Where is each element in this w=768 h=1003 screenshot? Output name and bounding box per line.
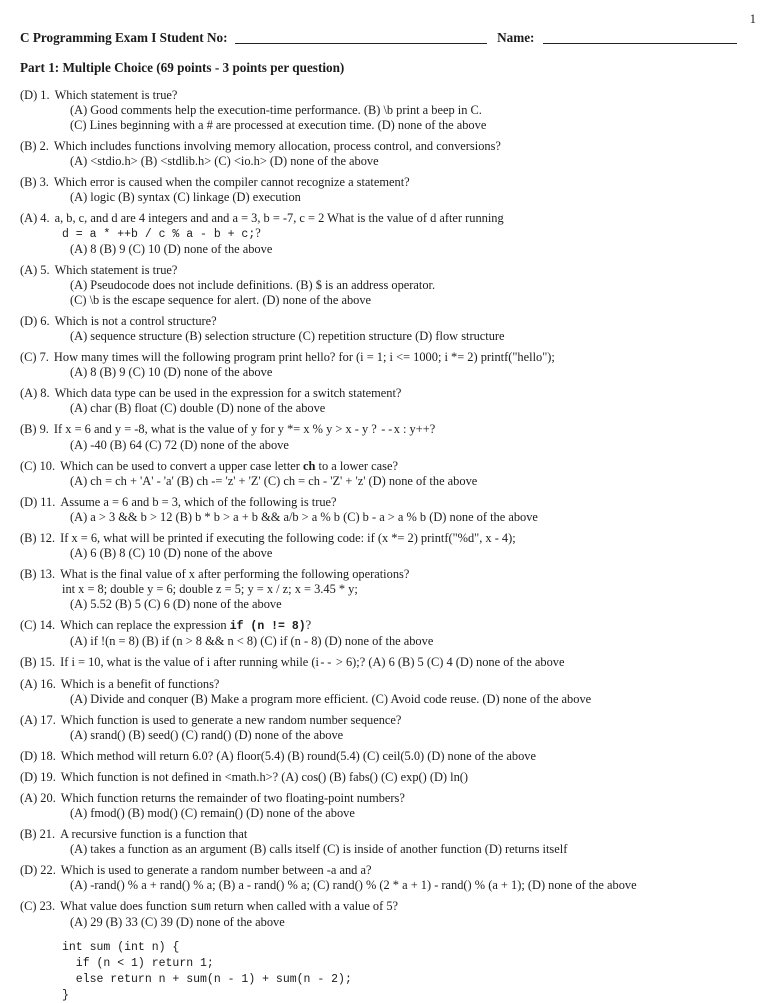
question-line — [20, 567, 737, 582]
question-line — [20, 263, 737, 278]
text-segment: -- — [379, 424, 394, 438]
text-segment: Which is not a control structure? — [54, 314, 217, 329]
text-segment: sum — [190, 901, 211, 915]
question-line — [20, 386, 737, 401]
answer-key: (B) 15. — [20, 655, 56, 670]
options-line — [70, 806, 737, 821]
options-line — [70, 293, 737, 308]
answer-key: (B) 21. — [20, 827, 56, 842]
question — [20, 263, 737, 308]
text-segment: Which data type can be used in the expression for a switch statement? — [54, 386, 402, 401]
text-segment: x : y++? — [393, 422, 436, 437]
question-line — [20, 655, 737, 671]
question — [20, 350, 737, 380]
question — [20, 211, 737, 257]
text-segment: (A) fmod() (B) mod() (C) remain() (D) none of the above — [70, 806, 355, 821]
text-segment: What value does function — [60, 899, 191, 914]
question-line — [20, 175, 737, 190]
options-line — [70, 546, 737, 561]
name-blank — [543, 30, 737, 44]
question-line — [20, 863, 737, 878]
text-segment: (A) Pseudocode does not include definitions. (B) $ is an address operator. — [70, 278, 436, 293]
question-line — [20, 88, 737, 103]
text-segment: Which statement is true? — [54, 263, 178, 278]
question-line — [20, 677, 737, 692]
text-segment: Which function is not defined in <math.h>? (A) cos() (B) fabs() (C) exp() (D) ln() — [60, 770, 469, 785]
answer-key: (D) 18. — [20, 749, 56, 764]
options-line — [70, 103, 737, 118]
text-segment: d = a * ++b / c % a - b + c; — [62, 228, 256, 242]
text-segment: Which function returns the remainder of two floating-point numbers? — [60, 791, 405, 806]
text-segment: > 6);? (A) 6 (B) 5 (C) 4 (D) none of the above — [332, 655, 565, 670]
question-line — [20, 531, 737, 546]
text-segment: Which error is caused when the compiler cannot recognize a statement? — [53, 175, 410, 190]
question-line — [20, 350, 737, 365]
question — [20, 791, 737, 821]
options-line — [70, 154, 737, 169]
options-line — [70, 365, 737, 380]
text-segment: (C) \b is the escape sequence for alert. (D) none of the above — [70, 293, 372, 308]
answer-key: (A) 8. — [20, 386, 50, 401]
text-segment: (A) <stdio.h> (B) <stdlib.h> (C) <io.h> (D) none of the above — [70, 154, 379, 169]
text-segment: (A) sequence structure (B) selection structure (C) repetition structure (D) flow structure — [70, 329, 505, 344]
question-line — [20, 139, 737, 154]
text-segment: int x = 8; double y = 6; double z = 5; y = x / z; x = 3.45 * y; — [62, 582, 358, 597]
answer-key: (D) 6. — [20, 314, 50, 329]
student-no-blank — [235, 30, 487, 44]
question — [20, 459, 737, 489]
text-segment: Which is used to generate a random number between -a and a? — [60, 863, 372, 878]
answer-key: (A) 20. — [20, 791, 56, 806]
question-line — [20, 899, 737, 915]
code-line — [62, 987, 737, 1003]
question — [20, 713, 737, 743]
options-line — [70, 242, 737, 257]
options-line — [70, 190, 737, 205]
text-segment: (A) 8 (B) 9 (C) 10 (D) none of the above — [70, 242, 273, 257]
question — [20, 139, 737, 169]
code-line — [62, 955, 737, 971]
answer-key: (D) 22. — [20, 863, 56, 878]
answer-key: (C) 23. — [20, 899, 56, 914]
text-segment: (A) -40 (B) 64 (C) 72 (D) none of the above — [70, 438, 289, 453]
answer-key: (B) 2. — [20, 139, 49, 154]
question-list — [20, 88, 737, 1003]
text-segment: a, b, c, and d are 4 integers and and a = 3, b = -7, c = 2 What is the value of d after running — [54, 211, 504, 226]
text-segment: (A) 29 (B) 33 (C) 39 (D) none of the above — [70, 915, 285, 930]
question — [20, 655, 737, 671]
question-line — [20, 791, 737, 806]
text-segment: if (n < 1) return 1; — [62, 957, 214, 971]
code-line — [62, 226, 737, 242]
text-segment: Which can be used to convert a upper case letter — [60, 459, 303, 474]
text-segment: (A) if !(n = 8) (B) if (n > 8 && n < 8) (C) if (n - 8) (D) none of the above — [70, 634, 434, 649]
text-segment: ? — [255, 226, 261, 241]
question — [20, 863, 737, 893]
text-segment: (A) logic (B) syntax (C) linkage (D) execution — [70, 190, 301, 205]
question-line — [20, 495, 737, 510]
question-line — [20, 770, 737, 785]
options-line — [70, 842, 737, 857]
options-line — [70, 510, 737, 525]
answer-key: (D) 19. — [20, 770, 56, 785]
exam-header — [20, 30, 737, 46]
text-segment: (A) Divide and conquer (B) Make a program more efficient. (C) Avoid code reuse. (D) none of the above — [70, 692, 592, 707]
text-segment: Which function is used to generate a new random number sequence? — [60, 713, 402, 728]
text-segment: If x = 6 and y = -8, what is the value of y for y *= x % y > x - y ? — [53, 422, 380, 437]
question-line — [20, 827, 737, 842]
text-segment: ? — [305, 618, 312, 633]
question — [20, 386, 737, 416]
options-line — [70, 634, 737, 649]
answer-key: (C) 10. — [20, 459, 56, 474]
options-line — [70, 329, 737, 344]
question-line — [20, 314, 737, 329]
text-segment: (A) 5.52 (B) 5 (C) 6 (D) none of the above — [70, 597, 282, 612]
question — [20, 677, 737, 707]
question — [20, 749, 737, 764]
options-line — [70, 438, 737, 453]
text-segment: (A) Good comments help the execution-time performance. (B) \b print a beep in C. — [70, 103, 482, 118]
text-segment: (A) 6 (B) 8 (C) 10 (D) none of the above — [70, 546, 273, 561]
text-segment: to a lower case? — [315, 459, 398, 474]
code-line — [62, 939, 737, 955]
text-segment: -- — [318, 657, 333, 671]
answer-key: (B) 12. — [20, 531, 56, 546]
question-line — [20, 459, 737, 474]
text-segment: A recursive function is a function that — [60, 827, 248, 842]
question — [20, 314, 737, 344]
answer-key: (C) 14. — [20, 618, 56, 633]
question-line — [20, 211, 737, 226]
text-segment: return when called with a value of 5? — [210, 899, 399, 914]
code-line — [62, 971, 737, 987]
text-segment: Which is a benefit of functions? — [60, 677, 220, 692]
options-line — [70, 118, 737, 133]
question — [20, 899, 737, 1003]
text-segment: Which statement is true? — [54, 88, 178, 103]
text-segment: If x = 6, what will be printed if executing the following code: if (x *= 2) printf("%d", x - 4); — [60, 531, 516, 546]
answer-key: (B) 13. — [20, 567, 56, 582]
options-line — [70, 597, 737, 612]
text-segment: (A) -rand() % a + rand() % a; (B) a - rand() % a; (C) rand() % (2 * a + 1) - rand() % (a + 1); (D) none of the above — [70, 878, 637, 893]
text-segment: ch — [303, 459, 316, 474]
text-segment: Which method will return 6.0? (A) floor(5.4) (B) round(5.4) (C) ceil(5.0) (D) none of the above — [60, 749, 536, 764]
answer-key: (A) 5. — [20, 263, 50, 278]
text-segment: else return n + sum(n - 1) + sum(n - 2); — [62, 973, 352, 987]
text-segment: (A) char (B) float (C) double (D) none of the above — [70, 401, 326, 416]
options-line — [70, 278, 737, 293]
text-segment: (A) takes a function as an argument (B) calls itself (C) is inside of another function (D) returns itself — [70, 842, 568, 857]
question-line — [20, 749, 737, 764]
code-line — [62, 582, 737, 597]
text-segment: (A) srand() (B) seed() (C) rand() (D) none of the above — [70, 728, 344, 743]
question — [20, 770, 737, 785]
answer-key: (A) 16. — [20, 677, 56, 692]
answer-key: (A) 4. — [20, 211, 50, 226]
text-segment: Assume a = 6 and b = 3, which of the following is true? — [60, 495, 337, 510]
text-segment: (A) 8 (B) 9 (C) 10 (D) none of the above — [70, 365, 273, 380]
answer-key: (D) 11. — [20, 495, 56, 510]
page-number: 1 — [749, 12, 756, 26]
part-title: Part 1: Multiple Choice (69 points - 3 points per question) — [20, 60, 345, 76]
question — [20, 827, 737, 857]
text-segment: Which can replace the expression — [60, 618, 230, 633]
options-line — [70, 474, 737, 489]
options-line — [70, 915, 737, 930]
text-segment: If i = 10, what is the value of i after running while (i — [60, 655, 319, 670]
text-segment: How many times will the following program print hello? for (i = 1; i <= 1000; i *= 2) printf("hello"); — [53, 350, 555, 365]
options-line — [70, 728, 737, 743]
options-line — [70, 692, 737, 707]
name-label: Name: — [497, 30, 535, 46]
options-line — [70, 878, 737, 893]
text-segment: if (n != 8) — [229, 620, 306, 634]
text-segment: } — [62, 989, 69, 1003]
text-segment: (A) a > 3 && b > 12 (B) b * b > a + b && a/b > a % b (C) b - a > a % b (D) none of the above — [70, 510, 538, 525]
exam-title: C Programming Exam I Student No: — [20, 30, 228, 46]
question-line — [20, 618, 737, 634]
question — [20, 422, 737, 453]
text-segment: Which includes functions involving memory allocation, process control, and conversions? — [53, 139, 501, 154]
question — [20, 88, 737, 133]
text-segment: (A) ch = ch + 'A' - 'a' (B) ch -= 'z' + 'Z' (C) ch = ch - 'Z' + 'z' (D) none of the above — [70, 474, 478, 489]
question — [20, 567, 737, 612]
text-segment: What is the final value of x after performing the following operations? — [60, 567, 410, 582]
text-segment: (C) Lines beginning with a # are processed at execution time. (D) none of the above — [70, 118, 487, 133]
question-line — [20, 422, 737, 438]
question-line — [20, 713, 737, 728]
question — [20, 531, 737, 561]
answer-key: (D) 1. — [20, 88, 50, 103]
question — [20, 495, 737, 525]
question — [20, 618, 737, 649]
text-segment: int sum (int n) { — [62, 941, 180, 955]
answer-key: (A) 17. — [20, 713, 56, 728]
answer-key: (C) 7. — [20, 350, 49, 365]
answer-key: (B) 3. — [20, 175, 49, 190]
options-line — [70, 401, 737, 416]
question — [20, 175, 737, 205]
answer-key: (B) 9. — [20, 422, 49, 437]
